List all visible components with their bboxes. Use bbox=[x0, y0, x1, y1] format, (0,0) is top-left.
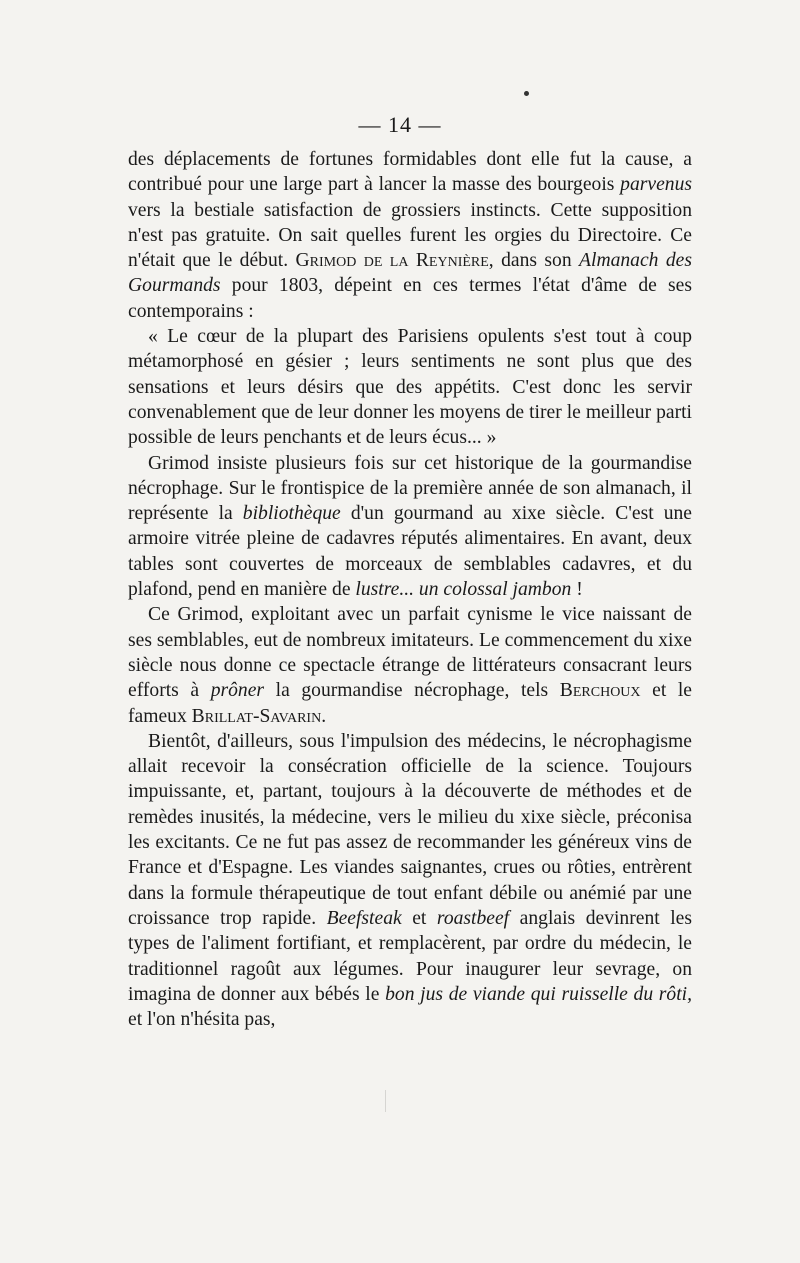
text-run: et l'on n'hésita pas, bbox=[128, 1009, 276, 1031]
text-run: la gourmandise nécrophage, tels bbox=[264, 680, 560, 702]
author-name: Brillat-Savarin bbox=[191, 705, 322, 727]
italic-phrase: Beefsteak bbox=[326, 907, 402, 929]
text-run: « Le cœur de la plupart des Parisiens opulents s'est tout à coup métamorphosé en gésier ; leurs sentiments ne sont plus que des sensations et leurs désirs que des appétits. C'est donc les servir convenablement que de leur donner les moyens de tirer le meilleur parti possible de leurs penchants et de leurs écus... » bbox=[128, 326, 692, 449]
text-run: Bientôt, d'ailleurs, sous l'impulsion des médecins, le nécrophagisme allait recevoir la consécration officielle de la science. Toujours impuissante, et, partant, toujours à la découverte de méthodes et de remèdes inusités, la médecine, vers le milieu du xixe siècle, préconisa les excitants. Ce ne fut pas assez de recommander les généreux vins de France et d'Espagne. Les viandes saignantes, crues ou rôties, entrèrent dans la formule thérapeutique de tout enfant débile ou anémié par une croissance trop rapide. bbox=[128, 730, 692, 929]
author-name: Berchoux bbox=[559, 680, 641, 702]
text-run: et le fameux bbox=[128, 680, 693, 727]
text-run: , dans son bbox=[488, 250, 580, 272]
paragraph-5 bbox=[128, 729, 692, 1033]
scan-mark bbox=[385, 1090, 386, 1112]
ink-speck bbox=[524, 91, 529, 96]
page-number: — 14 — bbox=[358, 112, 442, 137]
italic-phrase: lustre... un colossal jambon bbox=[355, 579, 572, 601]
text-run: anglais devinrent les types de l'aliment fortifiant, et remplacèrent, par ordre du médecin, le traditionnel ragoût aux légumes. Pour inaugurer leur sevrage, on imagina de donner aux bébés le bbox=[128, 907, 692, 1005]
italic-phrase: Almanach des Gourmands bbox=[128, 250, 692, 297]
text-run: . bbox=[321, 705, 327, 727]
paragraph-2 bbox=[128, 324, 692, 450]
body-text bbox=[128, 147, 692, 1032]
paragraph-4 bbox=[128, 602, 692, 728]
text-run: et bbox=[401, 907, 437, 929]
italic-phrase: parvenus bbox=[620, 174, 692, 196]
text-run: Grimod insiste plusieurs fois sur cet historique de la gourmandise nécrophage. Sur le frontispice de la première année de son almanach, il représente la bbox=[128, 452, 692, 525]
paragraph-1 bbox=[128, 147, 692, 324]
text-run: pour 1803, dépeint en ces termes l'état d'âme de ses contemporains : bbox=[128, 275, 692, 322]
paragraph-3 bbox=[128, 451, 692, 603]
italic-phrase: roastbeef bbox=[436, 907, 510, 929]
author-name: Grimod de la Reynière bbox=[295, 250, 489, 272]
text-run: des déplacements de fortunes formidables dont elle fut la cause, a contribué pour une large part à lancer la masse des bourgeois bbox=[128, 149, 692, 196]
text-run: vers la bestiale satisfaction de grossiers instincts. Cette supposition n'est pas gratuite. On sait quelles furent les orgies du Directoire. Ce n'était que le début. bbox=[128, 199, 692, 272]
italic-phrase: bibliothèque bbox=[242, 503, 341, 525]
italic-phrase: bon jus de viande qui ruisselle du rôti, bbox=[385, 983, 692, 1005]
italic-phrase: prôner bbox=[210, 680, 265, 702]
text-run: d'un gourmand au xixe siècle. C'est une armoire vitrée pleine de cadavres réputés alimentaires. En avant, deux tables sont couvertes de morceaux de semblables cadavres, et du plafond, pend en manière de bbox=[128, 503, 693, 601]
text-run: Ce Grimod, exploitant avec un parfait cynisme le vice naissant de ses semblables, eut de nombreux imitateurs. Le commencement du xixe siècle nous donne ce spectacle étrange de littérateurs consacrant leurs efforts à bbox=[128, 604, 692, 702]
text-run: ! bbox=[571, 579, 583, 601]
